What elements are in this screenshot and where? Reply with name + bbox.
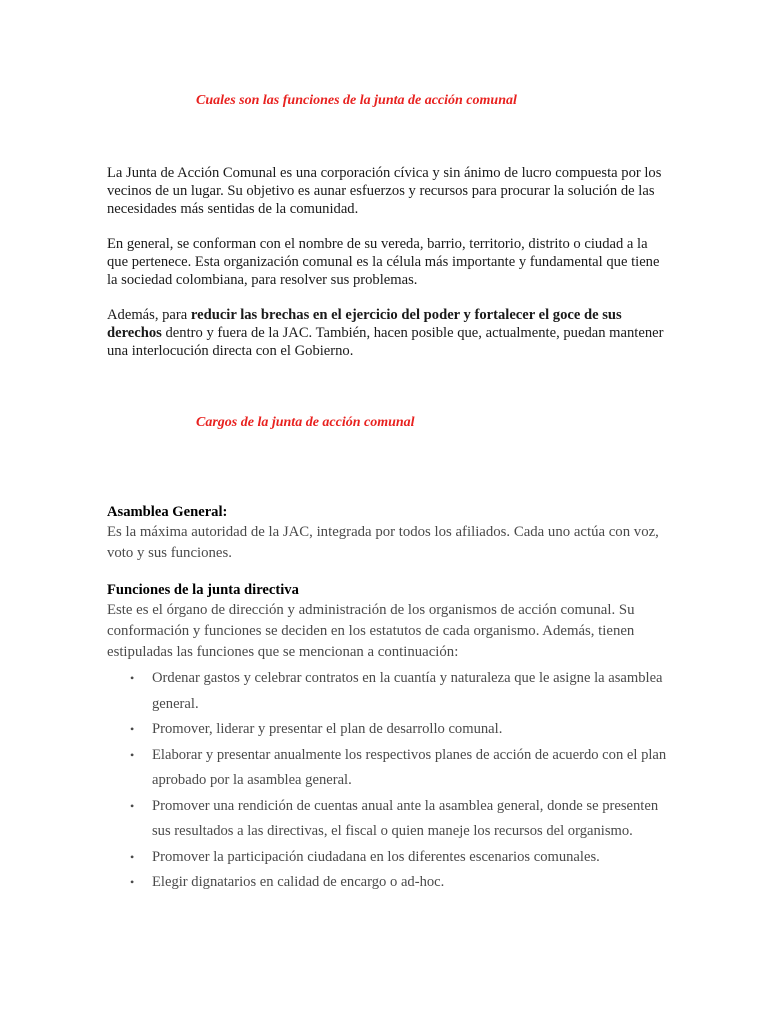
list-item-text: Ordenar gastos y celebrar contratos en la cuantía y naturaleza que le asigne la asamblea general.	[152, 670, 663, 712]
asamblea-title: Asamblea General:	[107, 504, 228, 520]
list-item-text: Promover la participación ciudadana en los diferentes escenarios comunales.	[152, 848, 600, 865]
list-item-text: Promover una rendición de cuentas anual ante la asamblea general, donde se presenten sus resultados a las directivas, el fiscal o quien maneje los recursos del organismo.	[152, 797, 659, 839]
heading-funciones: Cuales son las funciones de la junta de acción comunal	[196, 93, 517, 108]
bullet-icon: •	[130, 849, 135, 864]
intro-paragraph-1: La Junta de Acción Comunal es una corporación cívica y sin ánimo de lucro compuesta por los vecinos de un lugar. Su objetivo es aunar esfuerzos y recursos para procurar la solución de las necesidades más sentidas de la comunidad.	[107, 165, 662, 217]
bullet-icon: •	[130, 722, 135, 736]
p3-before: Además, para	[107, 307, 191, 323]
list-item	[130, 666, 667, 717]
list-item-text: Promover, liderar y presentar el plan de desarrollo comunal.	[152, 721, 503, 737]
bullet-icon: •	[130, 798, 135, 813]
bullet-icon: •	[130, 875, 135, 889]
junta-directiva-title: Funciones de la junta directiva	[107, 582, 299, 598]
list-item	[130, 743, 667, 794]
list-item-text: Elegir dignatarios en calidad de encargo o ad-hoc.	[152, 874, 445, 890]
list-item	[130, 870, 667, 896]
p3-after: dentro y fuera de la JAC. También, hacen posible que, actualmente, puedan mantener una interlocución directa con el Gobierno.	[107, 325, 664, 359]
list-item-text: Elaborar y presentar anualmente los respectivos planes de acción de acuerdo con el plan aprobado por la asamblea general.	[152, 746, 667, 788]
section-junta-directiva	[107, 580, 667, 663]
bullet-icon: •	[130, 671, 135, 685]
intro-paragraph-2: En general, se conforman con el nombre de su vereda, barrio, territorio, distrito o ciudad a la que pertenece. Esta organización comunal es la célula más importante y fundamental que tiene la sociedad colombiana, para resolver sus problemas.	[107, 236, 660, 288]
bullet-icon: •	[130, 747, 135, 762]
section-asamblea	[107, 502, 667, 564]
heading-cargos: Cargos de la junta de acción comunal	[196, 415, 415, 430]
funciones-list	[107, 666, 667, 896]
p3-bold: reducir las brechas en el ejercicio del poder y fortalecer el goce de sus derechos	[107, 307, 622, 341]
junta-directiva-body: Este es el órgano de dirección y administración de los organismos de acción comunal. Su conformación y funciones se deciden en los estatutos de cada organismo. Además, tienen estipuladas las funciones que se mencionan a continuación:	[107, 602, 635, 660]
list-item	[130, 794, 667, 845]
intro-paragraph-3	[107, 306, 667, 360]
list-item	[130, 717, 667, 743]
asamblea-body: Es la máxima autoridad de la JAC, integrada por todos los afiliados. Cada uno actúa con voz, voto y sus funciones.	[107, 524, 659, 561]
list-item	[130, 845, 667, 871]
